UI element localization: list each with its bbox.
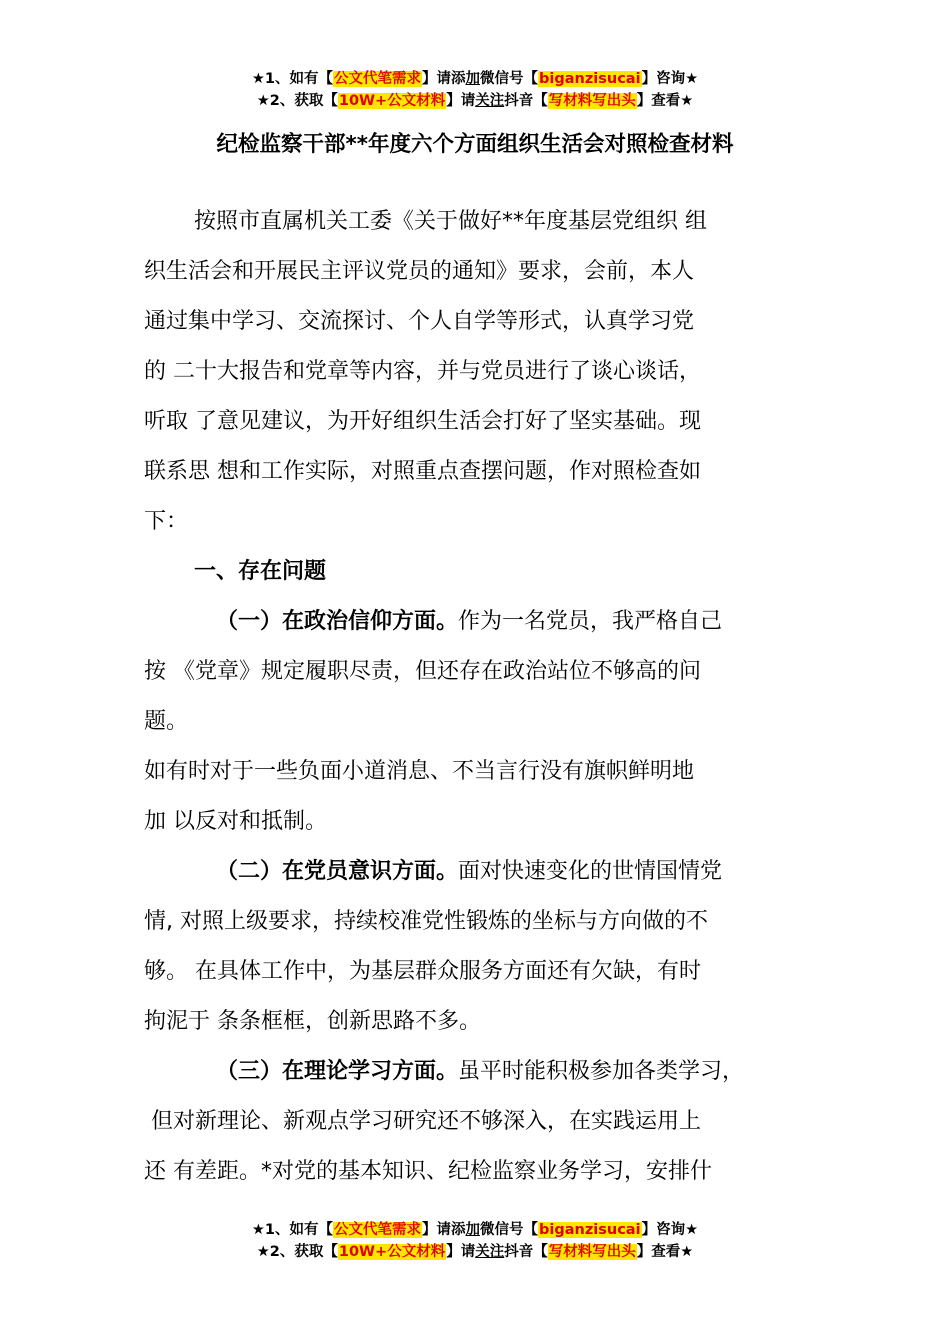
paragraph-line: 按照市直属机关工委《关于做好**年度基层党组织 组 (194, 209, 707, 234)
paragraph-line: 按 《党章》规定履职尽责，但还存在政治站位不够高的问 (144, 659, 701, 684)
paragraph-line: 的 二十大报告和党章等内容，并与党员进行了谈心谈话， (144, 359, 701, 384)
paragraph-line: 如有时对于一些负面小道消息、不当言行没有旗帜鲜明地 (144, 759, 695, 784)
paragraph-line: 但对新理论、新观点学习研究还不够深入，在实践运用上 (144, 1109, 701, 1134)
header-promo (0, 68, 950, 112)
paragraph-line: 加 以反对和抵制。 (144, 809, 327, 834)
promo-line-1: ★1、如有【公文代笔需求】请添加微信号【biganzisucai】咨询★ (251, 71, 699, 87)
wechat-id: biganzisucai (539, 1222, 641, 1238)
document-body (144, 197, 824, 1197)
paragraph-line: 联系思 想和工作实际，对照重点查摆问题，作对照检查如 (144, 459, 701, 484)
section-heading: 一、存在问题 (194, 559, 327, 584)
paragraph-line: 听取 了意见建议，为开好组织生活会打好了坚实基础。现 (144, 409, 701, 434)
douyin-account: 写材料写出头 (548, 93, 636, 109)
item-heading: （一）在政治信仰方面。 (216, 609, 459, 634)
promo-highlight: 10W+公文材料 (338, 1244, 446, 1260)
wechat-id: biganzisucai (539, 71, 641, 87)
paragraph-line: 通过集中学习、交流探讨、个人自学等形式，认真学习党 (144, 309, 695, 334)
promo-line-1: ★1、如有【公文代笔需求】请添加微信号【biganzisucai】咨询★ (251, 1222, 699, 1238)
promo-highlight: 公文代笔需求 (334, 1222, 422, 1238)
paragraph-line: 够。 在具体工作中，为基层群众服务方面还有欠缺，有时 (144, 959, 701, 984)
paragraph-line: 还 有差距。*对党的基本知识、纪检监察业务学习，安排什 (144, 1159, 712, 1184)
item-heading-line: （一）在政治信仰方面。作为一名党员，我严格自己 (216, 609, 723, 634)
promo-line-2: ★2、获取【10W+公文材料】请关注抖音【写材料写出头】查看★ (256, 1244, 694, 1260)
item-heading-line: （二）在党员意识方面。面对快速变化的世情国情党 (216, 859, 723, 884)
paragraph-line: 题。 (144, 709, 189, 734)
promo-line-2: ★2、获取【10W+公文材料】请关注抖音【写材料写出头】查看★ (256, 93, 694, 109)
document-title: 纪检监察干部**年度六个方面组织生活会对照检查材料 (216, 132, 734, 157)
paragraph-line: 拘泥于 条条框框，创新思路不多。 (144, 1009, 481, 1034)
promo-highlight: 公文代笔需求 (334, 71, 422, 87)
item-heading-line: （三）在理论学习方面。虽平时能积极参加各类学习， (216, 1059, 745, 1084)
item-heading: （二）在党员意识方面。 (216, 859, 459, 884)
paragraph-line: 下： (144, 509, 189, 534)
douyin-account: 写材料写出头 (548, 1244, 636, 1260)
footer-promo (0, 1219, 950, 1263)
promo-highlight: 10W+公文材料 (338, 93, 446, 109)
paragraph-line: 织生活会和开展民主评议党员的通知》要求，会前，本人 (144, 259, 695, 284)
item-heading: （三）在理论学习方面。 (216, 1059, 459, 1084)
paragraph-line: 情, 对照上级要求，持续校准党性锻炼的坐标与方向做的不 (144, 909, 708, 934)
